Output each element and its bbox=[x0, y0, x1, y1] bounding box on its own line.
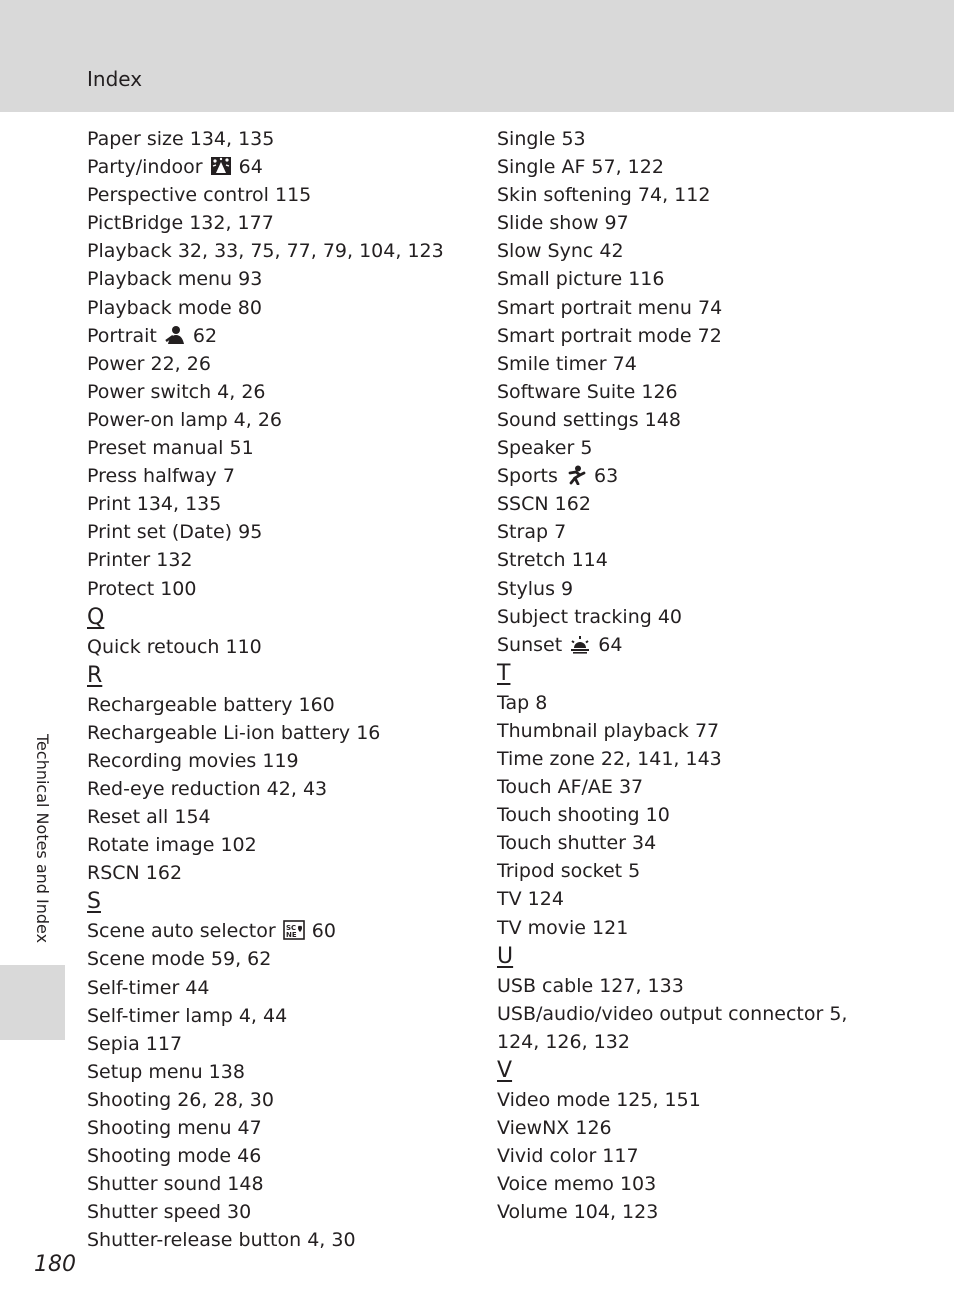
index-entry: Single AF 57, 122 bbox=[497, 156, 664, 179]
page-header bbox=[0, 0, 954, 112]
index-entry: Protect 100 bbox=[87, 577, 197, 600]
index-letter-heading: R bbox=[87, 662, 103, 688]
sunset-icon bbox=[569, 634, 591, 654]
index-entry: Touch shooting 10 bbox=[497, 804, 670, 827]
index-entry: ViewNX 126 bbox=[497, 1117, 612, 1139]
index-entry bbox=[87, 153, 477, 181]
index-entry: Shutter sound 148 bbox=[87, 1173, 264, 1196]
index-entry: SSCN 162 bbox=[497, 493, 591, 516]
svg-text:NE: NE bbox=[285, 931, 297, 940]
index-entry: Touch AF/AE 37 bbox=[497, 776, 644, 799]
index-entry: Shooting mode 46 bbox=[87, 1145, 262, 1168]
section-side-label: Technical Notes and Index bbox=[33, 734, 52, 944]
index-entry: Single 53 bbox=[497, 128, 586, 150]
index-entry-label: Sunset bbox=[497, 633, 569, 656]
index-entry: Slide show 97 bbox=[497, 212, 629, 235]
index-entry: Tap 8 bbox=[497, 691, 548, 714]
index-entry: Power-on lamp 4, 26 bbox=[87, 408, 283, 431]
index-entry bbox=[497, 631, 917, 659]
index-entry: Scene mode 59, 62 bbox=[87, 948, 272, 971]
index-entry-pages: 63 bbox=[587, 465, 619, 488]
index-entry: Self-timer lamp 4, 44 bbox=[87, 1004, 288, 1027]
index-entry: TV 124 bbox=[497, 888, 564, 911]
index-entry: Rechargeable battery 160 bbox=[87, 693, 335, 716]
index-entry-label: Party/indoor bbox=[87, 156, 209, 179]
party-indoor-icon bbox=[210, 156, 232, 176]
index-entry: Sound settings 148 bbox=[497, 408, 681, 431]
index-entry: Smart portrait menu 74 bbox=[497, 296, 723, 319]
index-entry: Quick retouch 110 bbox=[87, 635, 262, 658]
index-entry: PictBridge 132, 177 bbox=[87, 212, 274, 235]
index-entry: Playback 32, 33, 75, 77, 79, 104, 123 bbox=[87, 240, 444, 263]
index-entry: Subject tracking 40 bbox=[497, 605, 683, 628]
index-entry bbox=[87, 917, 477, 945]
index-entry: Time zone 22, 141, 143 bbox=[497, 747, 722, 770]
index-entry: Perspective control 115 bbox=[87, 184, 312, 207]
index-entry: Paper size 134, 135 bbox=[87, 128, 275, 150]
index-letter-heading: T bbox=[497, 660, 511, 686]
page-number: 180 bbox=[34, 1252, 76, 1277]
index-entry: Smart portrait mode 72 bbox=[497, 324, 722, 347]
index-entry: Shooting 26, 28, 30 bbox=[87, 1088, 274, 1111]
header-title: Index bbox=[87, 67, 143, 91]
index-column-left bbox=[87, 125, 477, 1254]
index-entry: Power switch 4, 26 bbox=[87, 380, 266, 403]
index-entry: Vivid color 117 bbox=[497, 1145, 639, 1168]
index-entry: RSCN 162 bbox=[87, 862, 183, 885]
index-entry: Tripod socket 5 bbox=[497, 860, 641, 883]
index-entry: Shutter-release button 4, 30 bbox=[87, 1229, 356, 1252]
index-entry: Shutter speed 30 bbox=[87, 1201, 252, 1224]
index-entry: Rotate image 102 bbox=[87, 834, 257, 857]
svg-text:SC: SC bbox=[285, 924, 296, 933]
index-entry: Shooting menu 47 bbox=[87, 1117, 262, 1139]
index-entry: USB/audio/video output connector 5, bbox=[497, 1002, 848, 1025]
index-entry: Red-eye reduction 42, 43 bbox=[87, 777, 328, 800]
index-entry-pages: 64 bbox=[232, 156, 263, 179]
index-entry: Press halfway 7 bbox=[87, 465, 235, 488]
index-entry bbox=[497, 462, 917, 490]
index-entry-label: Scene auto selector bbox=[87, 920, 282, 943]
scene-auto-selector-icon bbox=[283, 920, 305, 940]
index-entry: Self-timer 44 bbox=[87, 976, 210, 999]
index-entry: Strap 7 bbox=[497, 521, 567, 544]
index-entry: Print set (Date) 95 bbox=[87, 521, 263, 544]
index-entry: Voice memo 103 bbox=[497, 1173, 657, 1196]
index-entry: Volume 104, 123 bbox=[497, 1201, 659, 1224]
sports-icon bbox=[565, 465, 587, 485]
index-entry: Smile timer 74 bbox=[497, 352, 637, 375]
index-entry-pages: 64 bbox=[592, 633, 623, 656]
index-entry: Speaker 5 bbox=[497, 437, 593, 460]
index-entry-label: Portrait bbox=[87, 324, 163, 347]
portrait-icon bbox=[164, 325, 186, 345]
index-entry: Reset all 154 bbox=[87, 806, 211, 829]
index-entry-pages: 62 bbox=[186, 324, 218, 347]
index-entry: Slow Sync 42 bbox=[497, 240, 624, 263]
index-entry: Touch shutter 34 bbox=[497, 832, 657, 855]
index-entry-pages: 60 bbox=[305, 920, 336, 943]
index-letter-heading: Q bbox=[87, 604, 105, 630]
index-entry: Setup menu 138 bbox=[87, 1060, 245, 1083]
index-letter-heading: V bbox=[497, 1057, 513, 1083]
index-entry: Software Suite 126 bbox=[497, 380, 678, 403]
index-column-right bbox=[497, 125, 917, 1226]
index-entry: Small picture 116 bbox=[497, 268, 665, 291]
index-entry-continuation: 124, 126, 132 bbox=[497, 1030, 630, 1053]
index-entry: Playback menu 93 bbox=[87, 268, 263, 291]
index-entry bbox=[87, 322, 477, 350]
index-entry: Stretch 114 bbox=[497, 549, 608, 572]
index-entry: USB cable 127, 133 bbox=[497, 974, 684, 997]
index-entry: Sepia 117 bbox=[87, 1032, 183, 1055]
index-entry: Recording movies 119 bbox=[87, 749, 299, 772]
index-entry-label: Sports bbox=[497, 465, 564, 488]
section-tab bbox=[0, 965, 65, 1040]
index-entry: Power 22, 26 bbox=[87, 352, 211, 375]
index-entry: Rechargeable Li-ion battery 16 bbox=[87, 721, 381, 744]
index-entry: Skin softening 74, 112 bbox=[497, 184, 711, 207]
index-letter-heading: S bbox=[87, 889, 101, 915]
index-letter-heading: U bbox=[497, 943, 514, 969]
index-entry: Thumbnail playback 77 bbox=[497, 719, 720, 742]
index-entry: Print 134, 135 bbox=[87, 493, 222, 516]
index-entry: Printer 132 bbox=[87, 549, 193, 572]
index-entry: Video mode 125, 151 bbox=[497, 1088, 701, 1111]
index-entry: Preset manual 51 bbox=[87, 437, 254, 460]
index-entry: TV movie 121 bbox=[497, 916, 629, 939]
index-entry: Stylus 9 bbox=[497, 577, 574, 600]
index-entry: Playback mode 80 bbox=[87, 296, 262, 319]
